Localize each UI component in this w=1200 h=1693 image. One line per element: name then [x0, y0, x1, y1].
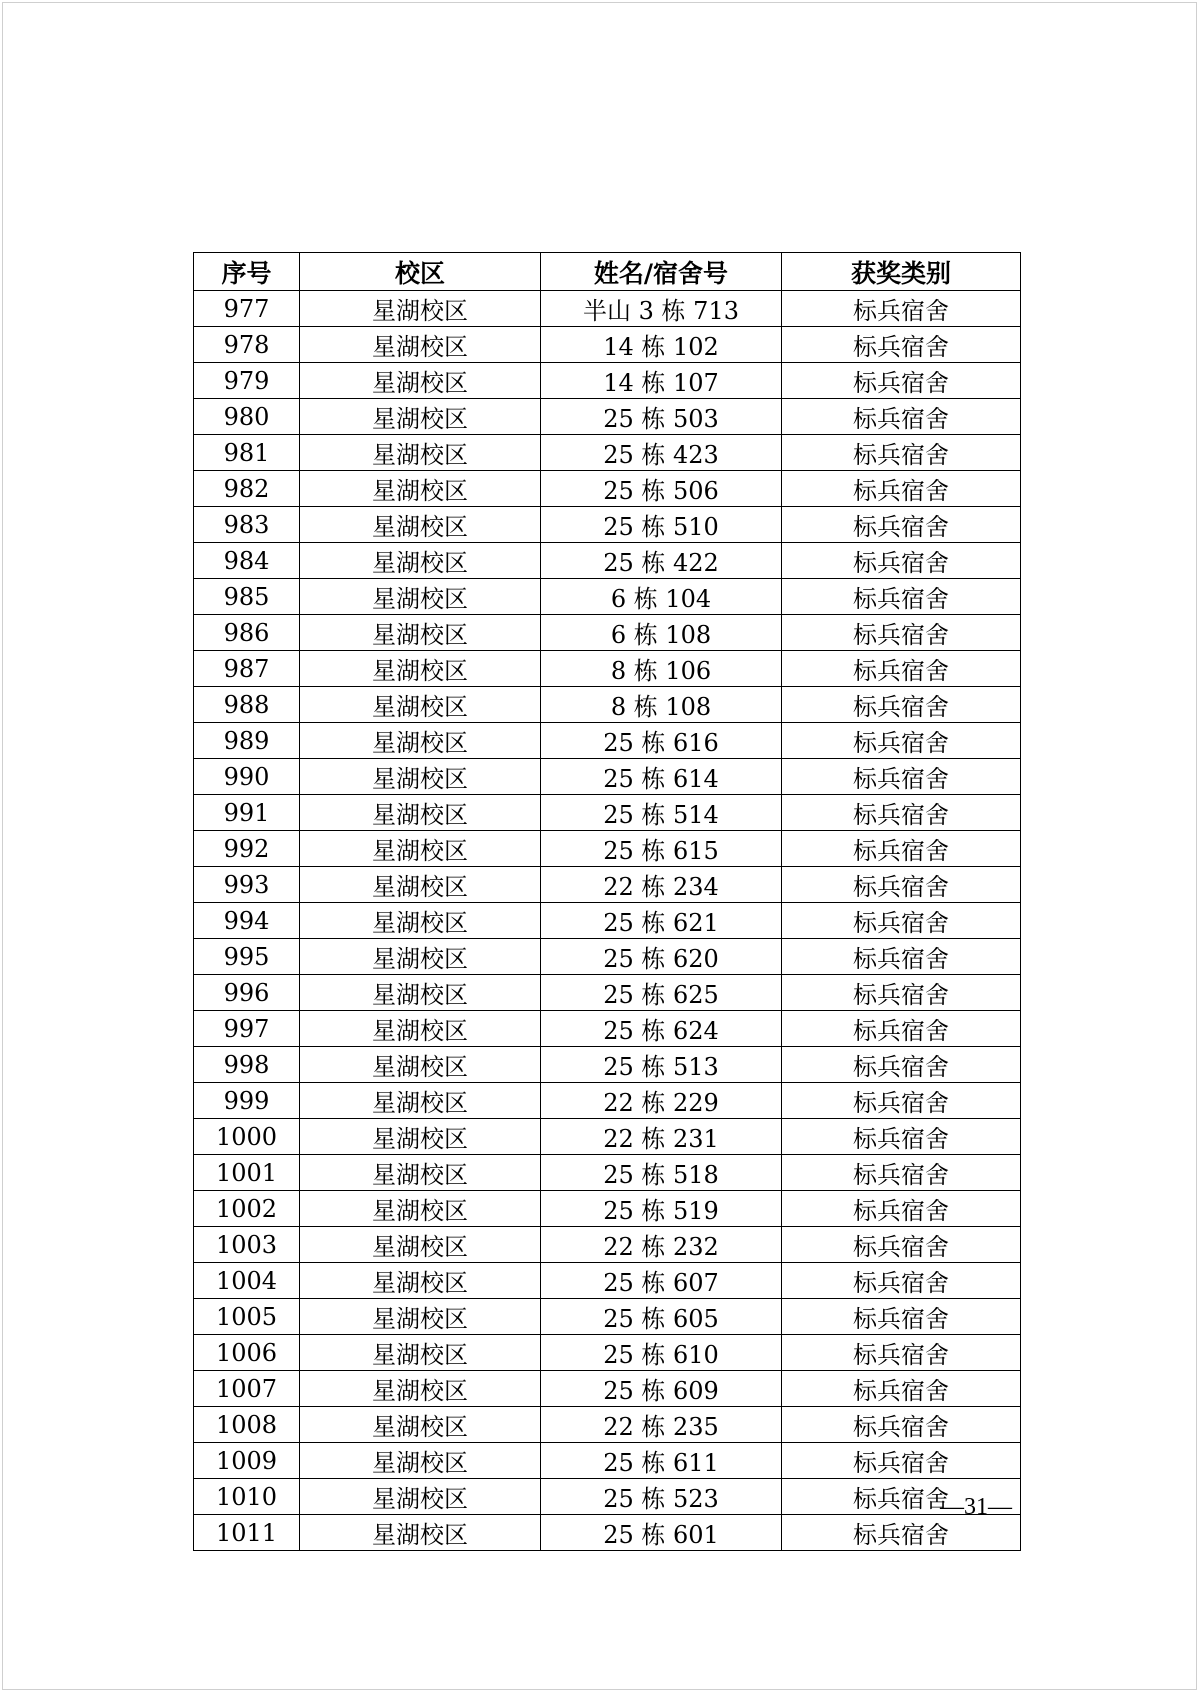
- row-campus: 星湖校区: [300, 471, 541, 507]
- row-dorm: 6 栋 108: [541, 615, 782, 651]
- row-index: 1005: [194, 1299, 300, 1335]
- header-index: 序号: [194, 253, 300, 291]
- row-campus: 星湖校区: [300, 1299, 541, 1335]
- row-index: 985: [194, 579, 300, 615]
- row-dorm: 22 栋 232: [541, 1227, 782, 1263]
- row-campus: 星湖校区: [300, 399, 541, 435]
- table-row: [194, 1335, 1021, 1371]
- table-body: [194, 291, 1021, 1551]
- row-campus: 星湖校区: [300, 1083, 541, 1119]
- row-award: 标兵宿舍: [782, 291, 1021, 327]
- row-campus: 星湖校区: [300, 363, 541, 399]
- row-index: 1011: [194, 1515, 300, 1551]
- row-index: 1006: [194, 1335, 300, 1371]
- row-index: 1003: [194, 1227, 300, 1263]
- row-award: 标兵宿舍: [782, 615, 1021, 651]
- row-dorm: 14 栋 107: [541, 363, 782, 399]
- row-dorm: 25 栋 601: [541, 1515, 782, 1551]
- row-campus: 星湖校区: [300, 759, 541, 795]
- row-dorm: 22 栋 235: [541, 1407, 782, 1443]
- row-dorm: 25 栋 519: [541, 1191, 782, 1227]
- row-index: 979: [194, 363, 300, 399]
- table-row: [194, 1479, 1021, 1515]
- row-award: 标兵宿舍: [782, 363, 1021, 399]
- row-dorm: 半山 3 栋 713: [541, 291, 782, 327]
- row-campus: 星湖校区: [300, 1371, 541, 1407]
- row-dorm: 25 栋 620: [541, 939, 782, 975]
- row-dorm: 25 栋 513: [541, 1047, 782, 1083]
- table-row: [194, 1047, 1021, 1083]
- row-award: 标兵宿舍: [782, 327, 1021, 363]
- row-index: 980: [194, 399, 300, 435]
- table-row: [194, 1371, 1021, 1407]
- row-dorm: 25 栋 609: [541, 1371, 782, 1407]
- table-row: [194, 327, 1021, 363]
- row-dorm: 22 栋 229: [541, 1083, 782, 1119]
- row-award: 标兵宿舍: [782, 1191, 1021, 1227]
- row-index: 992: [194, 831, 300, 867]
- page-number: —31—: [940, 1494, 1012, 1520]
- award-table: [193, 252, 1021, 1551]
- row-dorm: 8 栋 106: [541, 651, 782, 687]
- row-index: 983: [194, 507, 300, 543]
- table-row: [194, 723, 1021, 759]
- row-campus: 星湖校区: [300, 435, 541, 471]
- row-award: 标兵宿舍: [782, 399, 1021, 435]
- row-award: 标兵宿舍: [782, 1083, 1021, 1119]
- table-row: [194, 759, 1021, 795]
- table-row: [194, 399, 1021, 435]
- table-row: [194, 1119, 1021, 1155]
- row-campus: 星湖校区: [300, 903, 541, 939]
- row-dorm: 14 栋 102: [541, 327, 782, 363]
- row-index: 998: [194, 1047, 300, 1083]
- row-campus: 星湖校区: [300, 1515, 541, 1551]
- table-row: [194, 795, 1021, 831]
- row-award: 标兵宿舍: [782, 795, 1021, 831]
- row-campus: 星湖校区: [300, 291, 541, 327]
- table-row: [194, 579, 1021, 615]
- row-award: 标兵宿舍: [782, 507, 1021, 543]
- table-row: [194, 975, 1021, 1011]
- row-campus: 星湖校区: [300, 1011, 541, 1047]
- table-row: [194, 615, 1021, 651]
- row-award: 标兵宿舍: [782, 1263, 1021, 1299]
- row-campus: 星湖校区: [300, 723, 541, 759]
- table-row: [194, 831, 1021, 867]
- row-dorm: 25 栋 615: [541, 831, 782, 867]
- row-campus: 星湖校区: [300, 1335, 541, 1371]
- row-campus: 星湖校区: [300, 831, 541, 867]
- row-dorm: 8 栋 108: [541, 687, 782, 723]
- row-dorm: 25 栋 523: [541, 1479, 782, 1515]
- row-index: 1009: [194, 1443, 300, 1479]
- row-award: 标兵宿舍: [782, 687, 1021, 723]
- header-campus: 校区: [300, 253, 541, 291]
- row-campus: 星湖校区: [300, 687, 541, 723]
- row-award: 标兵宿舍: [782, 975, 1021, 1011]
- row-campus: 星湖校区: [300, 1443, 541, 1479]
- row-index: 993: [194, 867, 300, 903]
- table-row: [194, 687, 1021, 723]
- row-dorm: 6 栋 104: [541, 579, 782, 615]
- table-row: [194, 1011, 1021, 1047]
- table-row: [194, 1443, 1021, 1479]
- row-dorm: 25 栋 616: [541, 723, 782, 759]
- row-index: 986: [194, 615, 300, 651]
- table-row: [194, 1083, 1021, 1119]
- row-index: 982: [194, 471, 300, 507]
- row-dorm: 25 栋 510: [541, 507, 782, 543]
- row-campus: 星湖校区: [300, 1407, 541, 1443]
- row-campus: 星湖校区: [300, 1263, 541, 1299]
- table-row: [194, 1407, 1021, 1443]
- row-dorm: 22 栋 231: [541, 1119, 782, 1155]
- row-dorm: 25 栋 624: [541, 1011, 782, 1047]
- row-dorm: 25 栋 422: [541, 543, 782, 579]
- row-index: 987: [194, 651, 300, 687]
- row-index: 981: [194, 435, 300, 471]
- row-index: 1001: [194, 1155, 300, 1191]
- row-campus: 星湖校区: [300, 795, 541, 831]
- row-campus: 星湖校区: [300, 975, 541, 1011]
- row-index: 1004: [194, 1263, 300, 1299]
- row-award: 标兵宿舍: [782, 903, 1021, 939]
- row-dorm: 25 栋 611: [541, 1443, 782, 1479]
- row-award: 标兵宿舍: [782, 435, 1021, 471]
- row-index: 977: [194, 291, 300, 327]
- table-row: [194, 471, 1021, 507]
- row-award: 标兵宿舍: [782, 579, 1021, 615]
- table-row: [194, 291, 1021, 327]
- row-award: 标兵宿舍: [782, 1119, 1021, 1155]
- header-award: 获奖类别: [782, 253, 1021, 291]
- table-row: [194, 867, 1021, 903]
- row-dorm: 25 栋 621: [541, 903, 782, 939]
- row-index: 990: [194, 759, 300, 795]
- row-campus: 星湖校区: [300, 651, 541, 687]
- row-campus: 星湖校区: [300, 1155, 541, 1191]
- row-index: 1007: [194, 1371, 300, 1407]
- row-dorm: 25 栋 423: [541, 435, 782, 471]
- table-row: [194, 435, 1021, 471]
- row-dorm: 22 栋 234: [541, 867, 782, 903]
- row-award: 标兵宿舍: [782, 1407, 1021, 1443]
- row-award: 标兵宿舍: [782, 1479, 1021, 1515]
- row-campus: 星湖校区: [300, 1119, 541, 1155]
- row-award: 标兵宿舍: [782, 867, 1021, 903]
- row-dorm: 25 栋 614: [541, 759, 782, 795]
- row-award: 标兵宿舍: [782, 471, 1021, 507]
- row-dorm: 25 栋 610: [541, 1335, 782, 1371]
- row-index: 989: [194, 723, 300, 759]
- table-row: [194, 1515, 1021, 1551]
- row-index: 999: [194, 1083, 300, 1119]
- row-campus: 星湖校区: [300, 579, 541, 615]
- table-row: [194, 1155, 1021, 1191]
- row-dorm: 25 栋 503: [541, 399, 782, 435]
- row-index: 984: [194, 543, 300, 579]
- row-award: 标兵宿舍: [782, 831, 1021, 867]
- row-index: 994: [194, 903, 300, 939]
- table-header-row: [194, 253, 1021, 291]
- row-award: 标兵宿舍: [782, 651, 1021, 687]
- row-award: 标兵宿舍: [782, 1371, 1021, 1407]
- table-row: [194, 651, 1021, 687]
- row-index: 996: [194, 975, 300, 1011]
- row-index: 988: [194, 687, 300, 723]
- table-row: [194, 1191, 1021, 1227]
- row-campus: 星湖校区: [300, 543, 541, 579]
- row-award: 标兵宿舍: [782, 723, 1021, 759]
- row-award: 标兵宿舍: [782, 1515, 1021, 1551]
- row-campus: 星湖校区: [300, 507, 541, 543]
- row-index: 1000: [194, 1119, 300, 1155]
- row-award: 标兵宿舍: [782, 543, 1021, 579]
- row-dorm: 25 栋 607: [541, 1263, 782, 1299]
- table-row: [194, 1299, 1021, 1335]
- row-award: 标兵宿舍: [782, 1299, 1021, 1335]
- row-award: 标兵宿舍: [782, 1011, 1021, 1047]
- row-campus: 星湖校区: [300, 1047, 541, 1083]
- row-campus: 星湖校区: [300, 1227, 541, 1263]
- row-campus: 星湖校区: [300, 1479, 541, 1515]
- row-award: 标兵宿舍: [782, 1443, 1021, 1479]
- row-index: 1010: [194, 1479, 300, 1515]
- row-campus: 星湖校区: [300, 327, 541, 363]
- row-dorm: 25 栋 625: [541, 975, 782, 1011]
- row-award: 标兵宿舍: [782, 1227, 1021, 1263]
- row-index: 995: [194, 939, 300, 975]
- row-award: 标兵宿舍: [782, 939, 1021, 975]
- table-row: [194, 507, 1021, 543]
- row-index: 991: [194, 795, 300, 831]
- row-dorm: 25 栋 514: [541, 795, 782, 831]
- table-row: [194, 363, 1021, 399]
- row-dorm: 25 栋 506: [541, 471, 782, 507]
- row-award: 标兵宿舍: [782, 1047, 1021, 1083]
- table-row: [194, 1227, 1021, 1263]
- row-index: 1008: [194, 1407, 300, 1443]
- table-row: [194, 1263, 1021, 1299]
- table-row: [194, 903, 1021, 939]
- row-campus: 星湖校区: [300, 939, 541, 975]
- row-award: 标兵宿舍: [782, 1335, 1021, 1371]
- row-campus: 星湖校区: [300, 615, 541, 651]
- row-dorm: 25 栋 518: [541, 1155, 782, 1191]
- table-row: [194, 939, 1021, 975]
- table-row: [194, 543, 1021, 579]
- row-dorm: 25 栋 605: [541, 1299, 782, 1335]
- header-dorm: 姓名/宿舍号: [541, 253, 782, 291]
- row-award: 标兵宿舍: [782, 1155, 1021, 1191]
- row-campus: 星湖校区: [300, 1191, 541, 1227]
- row-campus: 星湖校区: [300, 867, 541, 903]
- row-index: 1002: [194, 1191, 300, 1227]
- row-index: 978: [194, 327, 300, 363]
- row-index: 997: [194, 1011, 300, 1047]
- row-award: 标兵宿舍: [782, 759, 1021, 795]
